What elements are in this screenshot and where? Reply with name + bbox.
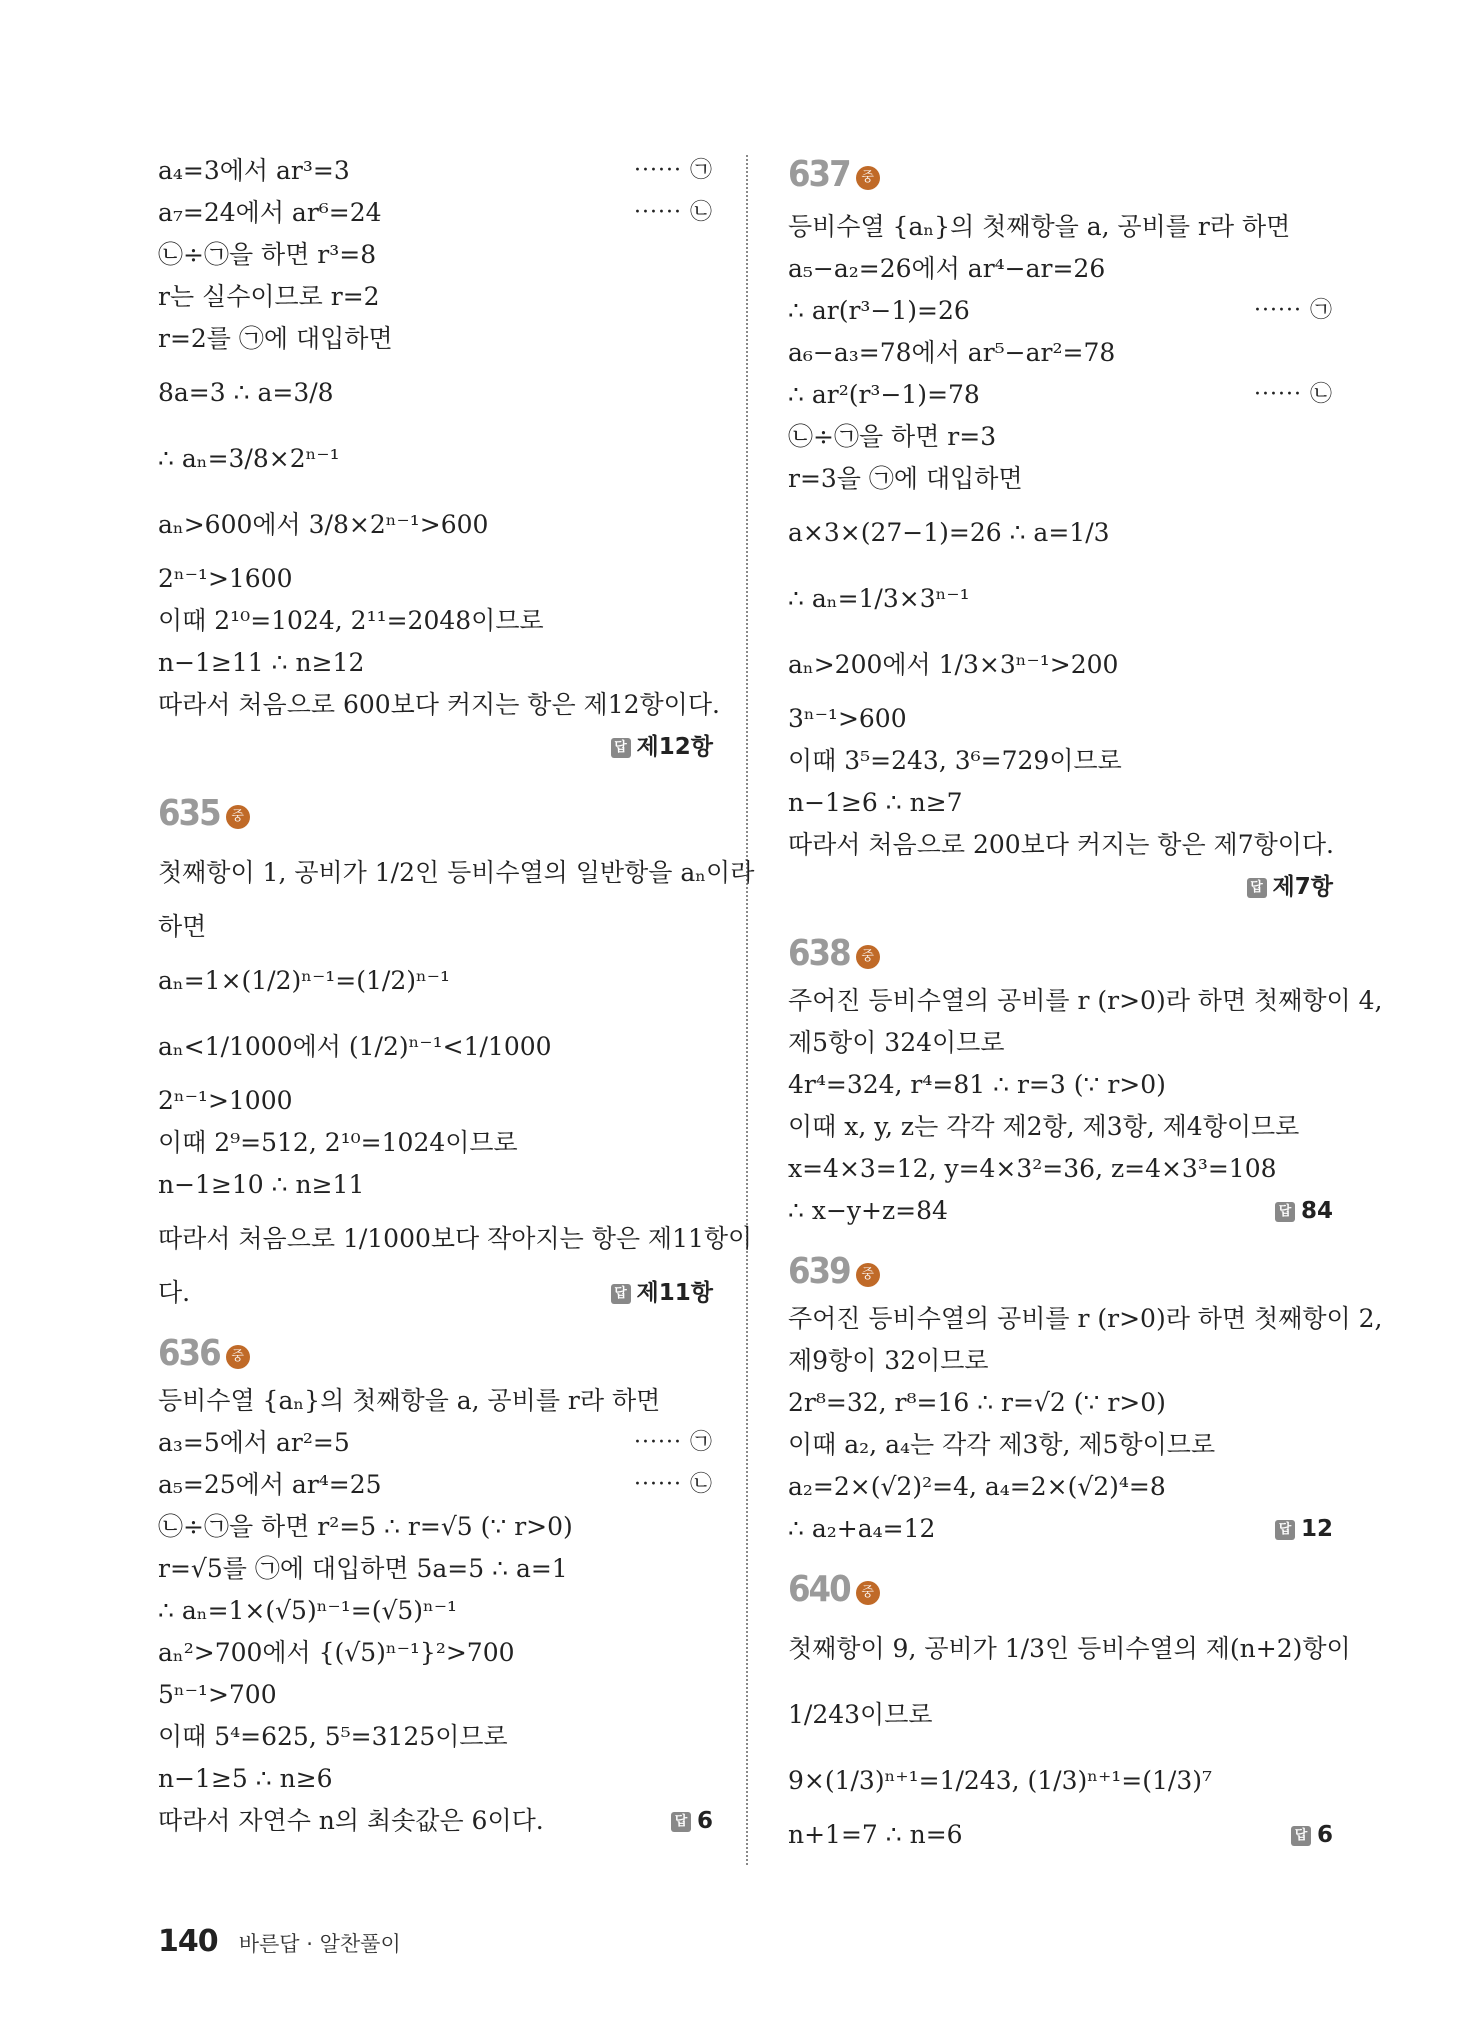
solution-line: 따라서 처음으로 200보다 커지는 항은 제7항이다. — [788, 830, 1335, 859]
right-column — [788, 150, 1383, 1856]
solution-line: n−1≥10 ∴ n≥11 — [158, 1170, 365, 1199]
problem-number: 636 — [158, 1333, 220, 1374]
solution-line: a×3×(27−1)=26 ∴ a=1/3 — [788, 518, 1110, 547]
solution-line: a₆−a₃=78에서 ar⁵−ar²=78 — [788, 338, 1116, 367]
solution-line: 1/243이므로 — [788, 1700, 933, 1729]
level-badge: 중 — [856, 1581, 880, 1605]
solution-line: 이때 2¹⁰=1024, 2¹¹=2048이므로 — [158, 606, 544, 635]
solution-line: ∴ aₙ=1×(√5)ⁿ⁻¹=(√5)ⁿ⁻¹ — [158, 1596, 458, 1625]
solution-line: r=2를 ㉠에 대입하면 — [158, 324, 393, 353]
problem-header — [158, 774, 713, 840]
problem-header — [788, 1232, 1333, 1298]
solution-line: aₙ²>700에서 {(√5)ⁿ⁻¹}²>700 — [158, 1638, 515, 1667]
solution-line: 제5항이 324이므로 — [788, 1028, 1005, 1057]
solution-line: ∴ ar²(r³−1)=78 ······ ㉡ — [788, 374, 1333, 416]
solution-line: 첫째항이 9, 공비가 1/3인 등비수열의 제(n+2)항이 — [788, 1634, 1351, 1663]
solution-line: 9×(1/3)ⁿ⁺¹=1/243, (1/3)ⁿ⁺¹=(1/3)⁷ — [788, 1766, 1212, 1795]
level-badge: 중 — [226, 1345, 250, 1369]
problem-header — [788, 150, 1333, 206]
solution-line: 이때 3⁵=243, 3⁶=729이므로 — [788, 746, 1122, 775]
marker-1: ······ ㉠ — [634, 158, 713, 183]
solution-line: a₇=24에서 ar⁶=24 ······ ㉡ — [158, 192, 713, 234]
solution-line: 따라서 자연수 n의 최솟값은 6이다. 답 6 — [158, 1800, 713, 1842]
problem-header — [788, 1550, 1333, 1616]
solution-line: 등비수열 {aₙ}의 첫째항을 a, 공비를 r라 하면 — [158, 1386, 661, 1415]
solution-line: 첫째항이 1, 공비가 1/2인 등비수열의 일반항을 aₙ이라 — [158, 858, 755, 887]
solution-line: a₅−a₂=26에서 ar⁴−ar=26 — [788, 254, 1106, 283]
answer: 답 6 — [671, 1800, 713, 1842]
problem-number: 637 — [788, 154, 850, 195]
solution-line: 주어진 등비수열의 공비를 r (r>0)라 하면 첫째항이 2, — [788, 1304, 1383, 1333]
problem-number: 635 — [158, 793, 220, 834]
solution-line: n−1≥5 ∴ n≥6 — [158, 1764, 333, 1793]
level-badge: 중 — [856, 1263, 880, 1287]
answer: 답 제12항 — [611, 726, 713, 768]
solution-line: ∴ a₂+a₄=12 답 12 — [788, 1508, 1333, 1550]
solution-line: 이때 2⁹=512, 2¹⁰=1024이므로 — [158, 1128, 518, 1157]
solution-line: ㉡÷㉠을 하면 r³=8 — [158, 240, 377, 269]
solution-line: aₙ>200에서 1/3×3ⁿ⁻¹>200 — [788, 650, 1119, 679]
answer-icon: 답 — [1291, 1826, 1311, 1846]
page-number: 140 — [158, 1924, 218, 1959]
solution-line: 4r⁴=324, r⁴=81 ∴ r=3 (∵ r>0) — [788, 1070, 1166, 1099]
marker-2: ······ ㉡ — [634, 1472, 713, 1497]
marker-2: ······ ㉡ — [1254, 382, 1333, 407]
answer: 답 제11항 — [611, 1272, 713, 1314]
solution-line: 이때 a₂, a₄는 각각 제3항, 제5항이므로 — [788, 1430, 1216, 1459]
solution-line: a₅=25에서 ar⁴=25 ······ ㉡ — [158, 1464, 713, 1506]
answer-icon: 답 — [1275, 1520, 1295, 1540]
solution-line: 다. 답 제11항 — [158, 1272, 713, 1314]
solution-line: ∴ aₙ=3/8×2ⁿ⁻¹ — [158, 444, 340, 473]
page-footer — [158, 1922, 401, 1962]
problem-header — [788, 914, 1333, 980]
solution-line: 이때 5⁴=625, 5⁵=3125이므로 — [158, 1722, 508, 1751]
solution-line: n+1=7 ∴ n=6 답 6 — [788, 1814, 1333, 1856]
solution-line: 2ⁿ⁻¹>1000 — [158, 1086, 293, 1115]
left-column — [158, 150, 755, 1842]
solution-line: n−1≥6 ∴ n≥7 — [788, 788, 963, 817]
problem-number: 639 — [788, 1251, 850, 1292]
answer-icon: 답 — [1247, 878, 1267, 898]
solution-line: ㉡÷㉠을 하면 r=3 — [788, 422, 997, 451]
solution-line: 제9항이 32이므로 — [788, 1346, 989, 1375]
solution-line: 따라서 처음으로 1/1000보다 작아지는 항은 제11항이 — [158, 1224, 753, 1253]
solution-line: ㉡÷㉠을 하면 r²=5 ∴ r=√5 (∵ r>0) — [158, 1512, 573, 1541]
solution-line: aₙ>600에서 3/8×2ⁿ⁻¹>600 — [158, 510, 489, 539]
answer: 답 12 — [1275, 1508, 1333, 1550]
solution-line: 2ⁿ⁻¹>1600 — [158, 564, 293, 593]
problem-number: 638 — [788, 933, 850, 974]
solution-line: a₂=2×(√2)²=4, a₄=2×(√2)⁴=8 — [788, 1472, 1166, 1501]
solution-line: 이때 x, y, z는 각각 제2항, 제3항, 제4항이므로 — [788, 1112, 1300, 1141]
solution-line: 8a=3 ∴ a=3/8 — [158, 378, 334, 407]
answer-row — [158, 726, 713, 774]
solution-line: 2r⁸=32, r⁸=16 ∴ r=√2 (∵ r>0) — [788, 1388, 1166, 1417]
answer-icon: 답 — [1275, 1202, 1295, 1222]
problem-number: 640 — [788, 1569, 850, 1610]
solution-line: 3ⁿ⁻¹>600 — [788, 704, 907, 733]
column-divider — [746, 155, 748, 1865]
level-badge: 중 — [856, 945, 880, 969]
answer: 답 6 — [1291, 1814, 1333, 1856]
solution-line: aₙ=1×(1/2)ⁿ⁻¹=(1/2)ⁿ⁻¹ — [158, 966, 451, 995]
answer: 답 제7항 — [1247, 866, 1333, 908]
answer-icon: 답 — [611, 738, 631, 758]
solution-line: a₃=5에서 ar²=5 ······ ㉠ — [158, 1422, 713, 1464]
solution-line: ∴ aₙ=1/3×3ⁿ⁻¹ — [788, 584, 970, 613]
solution-line: n−1≥11 ∴ n≥12 — [158, 648, 365, 677]
book-title: 바른답 · 알찬풀이 — [238, 1932, 401, 1956]
marker-1: ······ ㉠ — [1254, 298, 1333, 323]
answer-icon: 답 — [611, 1284, 631, 1304]
solution-line: 하면 — [158, 912, 207, 941]
solution-line: 등비수열 {aₙ}의 첫째항을 a, 공비를 r라 하면 — [788, 212, 1291, 241]
solution-line: r=√5를 ㉠에 대입하면 5a=5 ∴ a=1 — [158, 1554, 568, 1583]
solution-line: ∴ ar(r³−1)=26 ······ ㉠ — [788, 290, 1333, 332]
answer-row — [788, 866, 1333, 914]
solution-line: 따라서 처음으로 600보다 커지는 항은 제12항이다. — [158, 690, 720, 719]
level-badge: 중 — [226, 805, 250, 829]
solution-line: 주어진 등비수열의 공비를 r (r>0)라 하면 첫째항이 4, — [788, 986, 1383, 1015]
solution-line: aₙ<1/1000에서 (1/2)ⁿ⁻¹<1/1000 — [158, 1032, 552, 1061]
solution-line: r는 실수이므로 r=2 — [158, 282, 380, 311]
solution-line: r=3을 ㉠에 대입하면 — [788, 464, 1023, 493]
marker-2: ······ ㉡ — [634, 200, 713, 225]
marker-1: ······ ㉠ — [634, 1430, 713, 1455]
solution-line: ∴ x−y+z=84 답 84 — [788, 1190, 1333, 1232]
solution-line: x=4×3=12, y=4×3²=36, z=4×3³=108 — [788, 1154, 1277, 1183]
problem-header — [158, 1314, 713, 1380]
solution-line: 5ⁿ⁻¹>700 — [158, 1680, 277, 1709]
solution-line: a₄=3에서 ar³=3 ······ ㉠ — [158, 150, 713, 192]
level-badge: 중 — [856, 166, 880, 190]
answer: 답 84 — [1275, 1190, 1333, 1232]
answer-icon: 답 — [671, 1812, 691, 1832]
